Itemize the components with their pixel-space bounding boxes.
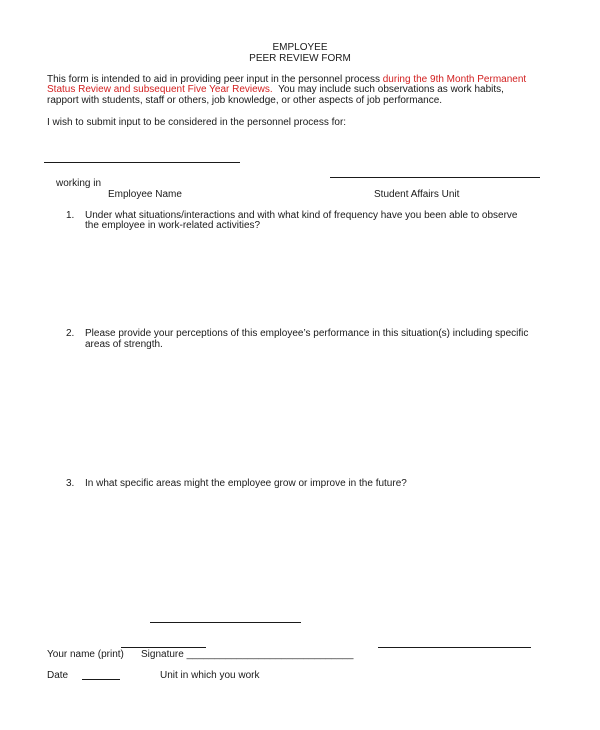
employee-name-label: Employee Name <box>108 189 182 200</box>
intro-line2-text: You may include such observations as work habits, <box>272 84 504 95</box>
question-1-line1: Under what situations/interactions and with what kind of frequency have you been able to observe <box>85 210 518 221</box>
employee-name-line[interactable] <box>44 162 240 163</box>
question-3-number: 3. <box>66 478 75 489</box>
submit-instruction: I wish to submit input to be considered in the personnel process for: <box>47 117 347 128</box>
your-name-line[interactable] <box>121 647 206 648</box>
question-3-line1: In what specific areas might the employee grow or improve in the future? <box>85 478 407 489</box>
date-line[interactable] <box>82 679 120 680</box>
intro-line1-text: This form is intended to aid in providing peer input in the personnel process <box>47 74 383 85</box>
form-title-line2: PEER REVIEW FORM <box>249 53 351 64</box>
unit-line[interactable] <box>330 177 540 178</box>
question-2-line2: areas of strength. <box>85 339 163 350</box>
form-title-line1: EMPLOYEE <box>272 42 328 53</box>
date-label: Date <box>47 670 69 681</box>
unit-work-label: Unit in which you work <box>160 670 260 681</box>
intro-line2 <box>47 84 504 95</box>
unit-label: Student Affairs Unit <box>374 189 460 200</box>
signature-label: Signature ______________________________ <box>141 649 354 660</box>
working-in-label: working in <box>56 178 102 189</box>
question-2-line1: Please provide your perceptions of this employee’s performance in this situation(s) including specific <box>85 328 529 339</box>
unit-work-line[interactable] <box>378 647 531 648</box>
question-2-number: 2. <box>66 328 75 339</box>
intro-line3: rapport with students, staff or others, job knowledge, or other aspects of job performance. <box>47 95 443 106</box>
signature-top-line[interactable] <box>150 622 301 623</box>
your-name-label: Your name (print) <box>47 649 124 660</box>
intro-line2-highlight: Status Review and subsequent Five Year Reviews. <box>47 84 273 95</box>
intro-line1-highlight: during the 9th Month Permanent <box>382 74 527 85</box>
question-1-number: 1. <box>66 210 75 221</box>
question-1-line2: the employee in work-related activities? <box>85 220 261 231</box>
